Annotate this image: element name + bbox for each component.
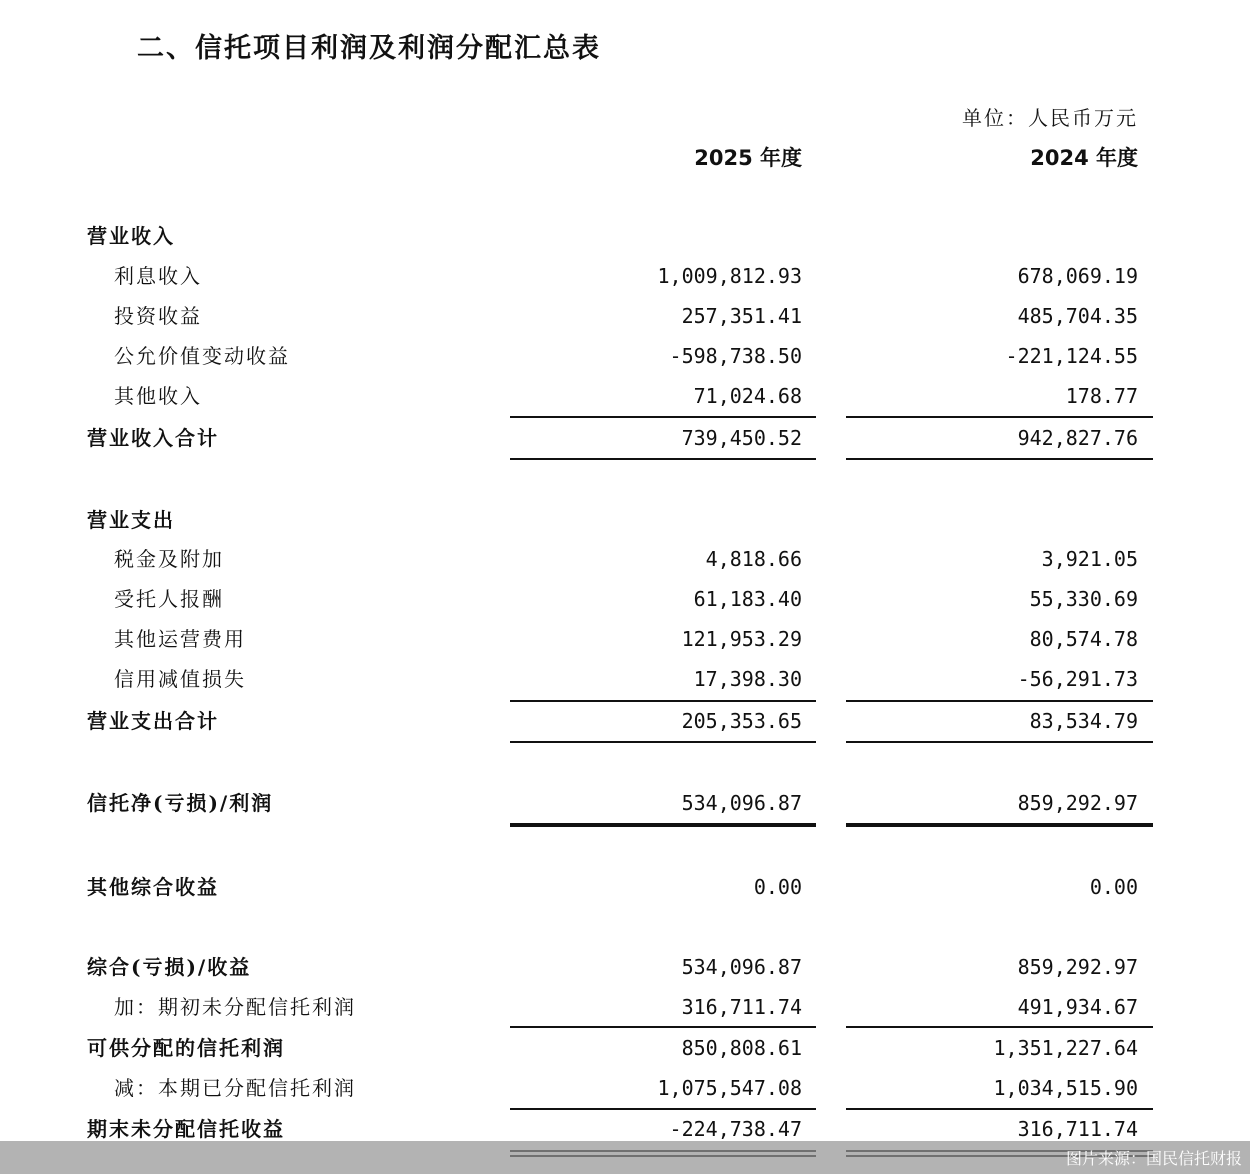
value-2025: 71,024.68: [693, 384, 802, 408]
rule-line: [846, 458, 1153, 460]
table-row: [0, 952, 1250, 982]
page-title: 二、信托项目利润及利润分配汇总表: [137, 33, 601, 64]
row-label: 减：本期已分配信托利润: [114, 1076, 356, 1100]
value-2025: -598,738.50: [669, 344, 802, 368]
section-operating-expenses: [0, 505, 1250, 535]
table-row: [0, 1033, 1250, 1063]
row-label: 利息收入: [114, 264, 202, 288]
value-2025: 534,096.87: [681, 791, 802, 815]
rule-line: [510, 741, 816, 743]
rule-line: [846, 741, 1153, 743]
value-2024: -221,124.55: [1005, 344, 1138, 368]
row-label: 受托人报酬: [114, 587, 224, 611]
value-2025: 121,953.29: [681, 627, 802, 651]
row-label: 营业收入: [87, 224, 175, 248]
value-2024: 316,711.74: [1017, 1117, 1138, 1141]
table-row-total: [0, 706, 1250, 736]
table-row: [0, 544, 1250, 574]
table-row: [0, 341, 1250, 371]
value-2025: 739,450.52: [681, 426, 802, 450]
value-2025: 61,183.40: [693, 587, 802, 611]
value-2025: 534,096.87: [681, 955, 802, 979]
rule-line: [510, 1108, 816, 1110]
rule-line: [510, 1026, 816, 1028]
rule-line: [846, 700, 1153, 702]
row-label: 其他收入: [114, 384, 202, 408]
rule-line: [846, 416, 1153, 418]
table-row: [0, 381, 1250, 411]
value-2025: 17,398.30: [693, 667, 802, 691]
row-label: 公允价值变动收益: [114, 344, 290, 368]
value-2024: 485,704.35: [1017, 304, 1138, 328]
value-2025: 4,818.66: [705, 547, 802, 571]
value-2025: 257,351.41: [681, 304, 802, 328]
row-label: 营业支出: [87, 508, 175, 532]
row-label: 营业收入合计: [87, 426, 219, 450]
footer-bar: [0, 1141, 1250, 1174]
row-label: 其他运营费用: [114, 627, 246, 651]
row-label: 信托净(亏损)/利润: [87, 791, 274, 815]
row-label: 税金及附加: [114, 547, 224, 571]
value-2025: 1,075,547.08: [657, 1076, 802, 1100]
table-row: [0, 872, 1250, 902]
unit-label: 单位：人民币万元: [962, 106, 1138, 130]
row-label: 综合(亏损)/收益: [87, 955, 252, 979]
rule-line: [510, 458, 816, 460]
row-label: 可供分配的信托利润: [87, 1036, 285, 1060]
table-row: [0, 992, 1250, 1022]
value-2024: 3,921.05: [1041, 547, 1138, 571]
section-operating-income: [0, 221, 1250, 251]
value-2025: 0.00: [753, 875, 802, 899]
value-2024: 1,351,227.64: [993, 1036, 1138, 1060]
table-row-net-profit: [0, 788, 1250, 818]
value-2024: 678,069.19: [1017, 264, 1138, 288]
value-2025: 205,353.65: [681, 709, 802, 733]
rule-line: [846, 1108, 1153, 1110]
value-2025: 1,009,812.93: [657, 264, 802, 288]
value-2024: 491,934.67: [1017, 995, 1138, 1019]
value-2025: -224,738.47: [669, 1117, 802, 1141]
row-label: 营业支出合计: [87, 709, 219, 733]
rule-line: [846, 1026, 1153, 1028]
value-2024: 859,292.97: [1017, 791, 1138, 815]
row-label: 期末未分配信托收益: [87, 1117, 285, 1141]
value-2024: 942,827.76: [1017, 426, 1138, 450]
table-row: [0, 1073, 1250, 1103]
row-label: 加：期初未分配信托利润: [114, 995, 356, 1019]
value-2024: 178.77: [1065, 384, 1138, 408]
rule-line: [510, 700, 816, 702]
value-2024: -56,291.73: [1017, 667, 1138, 691]
value-2024: 83,534.79: [1029, 709, 1138, 733]
table-row: [0, 301, 1250, 331]
table-row: [0, 261, 1250, 291]
image-source-caption: 图片来源：国民信托财报: [1065, 1149, 1242, 1168]
rule-line-thick: [510, 823, 816, 827]
rule-line-thick: [846, 823, 1153, 827]
value-2024: 1,034,515.90: [993, 1076, 1138, 1100]
column-header-2025: 2025 年度: [694, 146, 802, 170]
table-row: [0, 624, 1250, 654]
row-label: 投资收益: [114, 304, 202, 328]
value-2024: 859,292.97: [1017, 955, 1138, 979]
value-2024: 80,574.78: [1029, 627, 1138, 651]
row-label: 信用减值损失: [114, 667, 246, 691]
table-row: [0, 584, 1250, 614]
rule-line: [510, 416, 816, 418]
value-2024: 0.00: [1089, 875, 1138, 899]
row-label: 其他综合收益: [87, 875, 219, 899]
value-2025: 850,808.61: [681, 1036, 802, 1060]
table-row: [0, 664, 1250, 694]
value-2025: 316,711.74: [681, 995, 802, 1019]
table-row-total: [0, 423, 1250, 453]
column-header-2024: 2024 年度: [1030, 146, 1138, 170]
value-2024: 55,330.69: [1029, 587, 1138, 611]
table-row-total: [0, 1114, 1250, 1144]
